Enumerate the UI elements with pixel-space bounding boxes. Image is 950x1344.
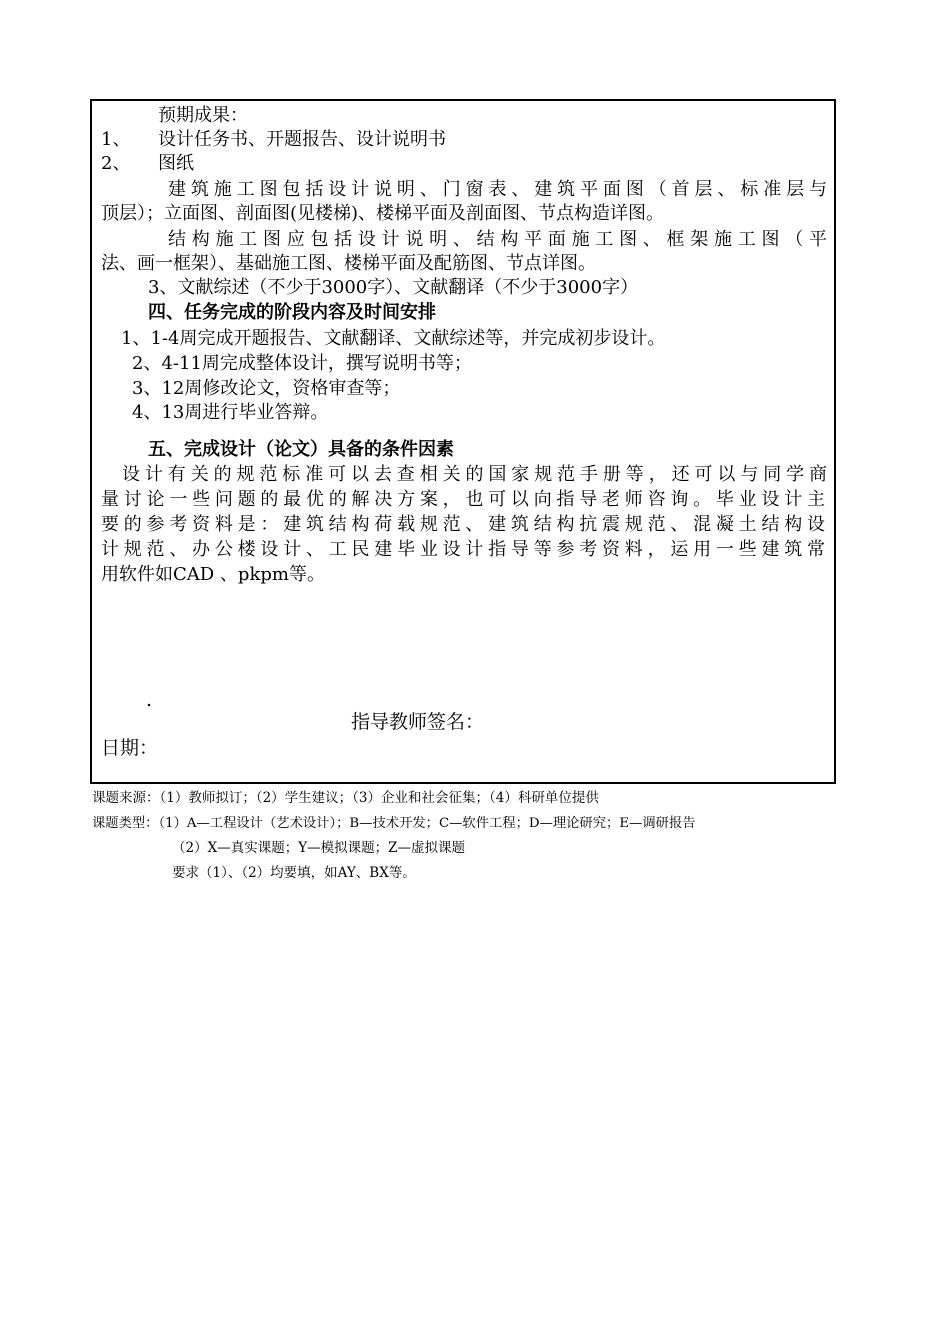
conditions-heading: 五、完成设计（论文）具备的条件因素 xyxy=(148,439,454,460)
arch-drawings-line2: 顶层）；立面图、剖面图(见楼梯)、楼梯平面及剖面图、节点构造详图。 xyxy=(101,203,665,224)
conditions-line-4: 计规范、办公楼设计、工民建毕业设计指导等参考资料，运用一些建筑常 xyxy=(101,539,825,560)
footnote-source: 课题来源：（1）教师拟订；（2）学生建议；（3）企业和社会征集；（4）科研单位提供 xyxy=(92,790,599,806)
struct-drawings-line1: 结构施工图应包括设计说明、结构平面施工图、框架施工图（平 xyxy=(168,229,827,250)
schedule-item-1: 1、1-4周完成开题报告、文献翻译、文献综述等，并完成初步设计。 xyxy=(121,328,666,349)
advisor-signature-label: 指导教师签名： xyxy=(351,711,485,733)
task-form-frame xyxy=(90,99,836,784)
arch-drawings-line1: 建筑施工图包括设计说明、门窗表、建筑平面图（首层、标准层与 xyxy=(168,179,827,200)
expected-item3: 3、文献综述（不少于3000字）、文献翻译（不少于3000字） xyxy=(148,277,639,298)
schedule-heading: 四、任务完成的阶段内容及时间安排 xyxy=(148,302,436,323)
expected-item2-text: 图纸 xyxy=(158,153,194,174)
signature-dot: . xyxy=(146,689,153,711)
conditions-line-3: 要的参考资料是：建筑结构荷载规范、建筑结构抗震规范、混凝土结构设 xyxy=(101,514,825,535)
footnote-type-line3: 要求（1）、（2）均要填，如AY、BX等。 xyxy=(172,865,416,881)
schedule-item-3: 3、12周修改论文，资格审查等； xyxy=(132,378,401,399)
footnote-type-line1: 课题类型：（1）A—工程设计（艺术设计）；B—技术开发；C—软件工程；D—理论研究；E—调研报告 xyxy=(92,816,696,831)
expected-item1-number: 1、 xyxy=(101,129,131,150)
date-label: 日期： xyxy=(101,737,159,759)
struct-drawings-line2: 法、画一框架）、基础施工图、楼梯平面及配筋图、节点详图。 xyxy=(101,253,596,274)
conditions-line-2: 量讨论一些问题的最优的解决方案，也可以向指导老师咨询。毕业设计主 xyxy=(101,489,825,510)
schedule-item-4: 4、13周进行毕业答辩。 xyxy=(132,402,329,423)
expected-item2-number: 2、 xyxy=(101,153,131,174)
expected-heading: 预期成果： xyxy=(158,105,248,126)
expected-item1-text: 设计任务书、开题报告、设计说明书 xyxy=(158,129,446,150)
conditions-line-1: 设计有关的规范标准可以去查相关的国家规范手册等，还可以与同学商 xyxy=(122,464,827,485)
schedule-item-2: 2、4-11周完成整体设计，撰写说明书等； xyxy=(132,353,472,374)
footnote-type-line2: （2）X—真实课题；Y—模拟课题；Z—虚拟课题 xyxy=(172,840,465,856)
conditions-line-5: 用软件如CAD 、pkpm等。 xyxy=(101,564,325,585)
